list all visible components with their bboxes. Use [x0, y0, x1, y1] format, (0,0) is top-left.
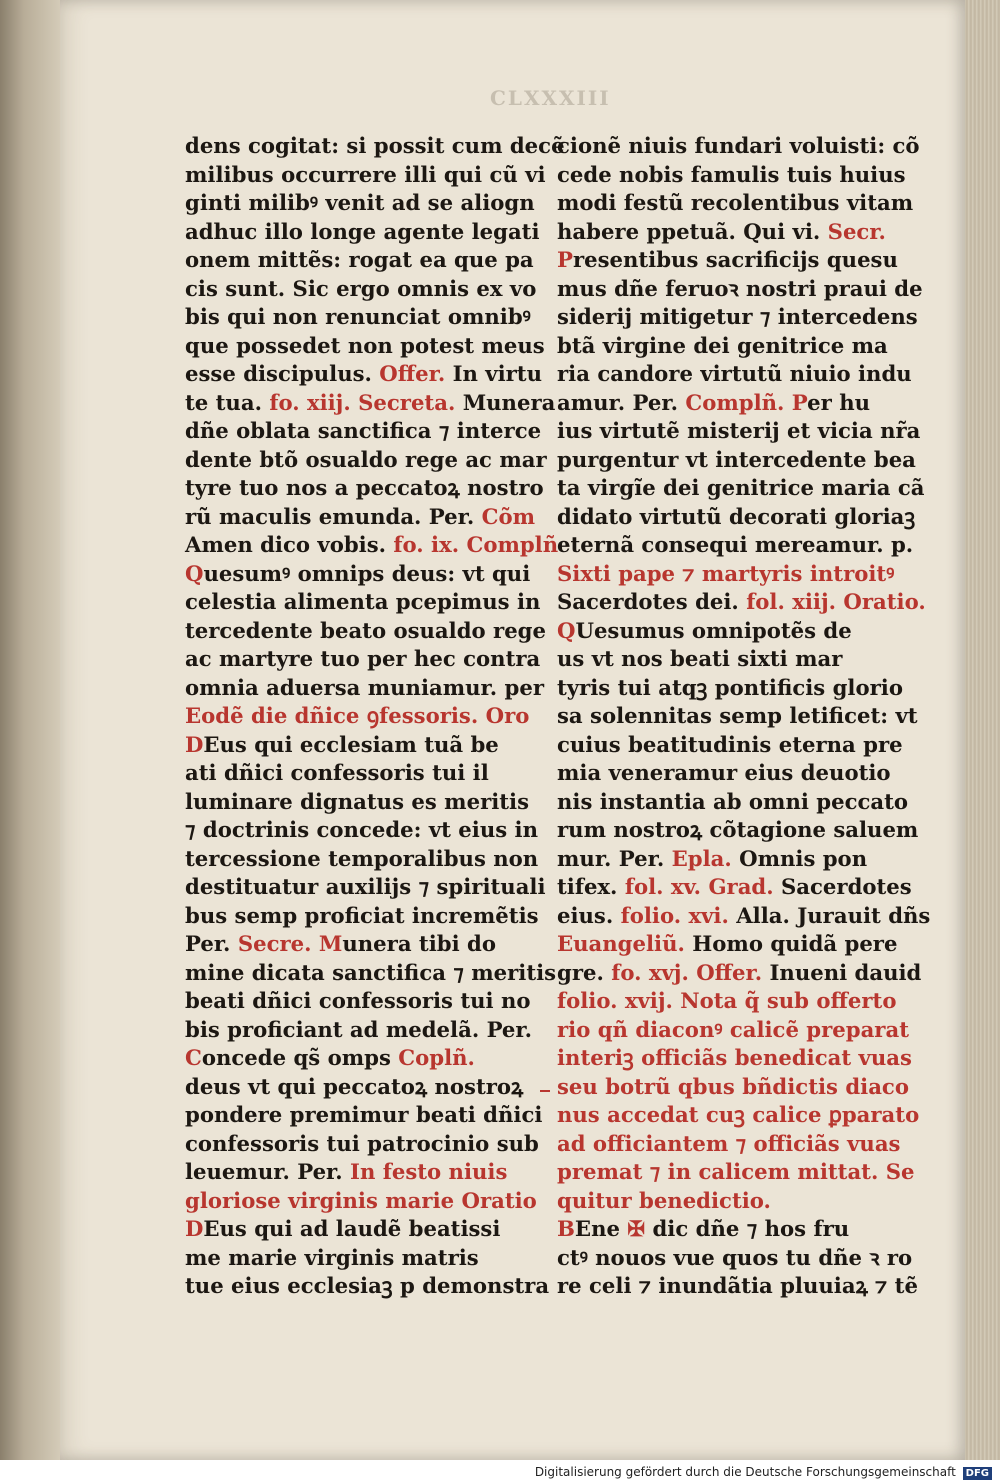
body-text: ginti milibꝰ venit ad se aliogn — [185, 190, 535, 215]
body-text: us vt nos beati sixti mar — [557, 646, 843, 671]
text-line — [557, 446, 916, 475]
body-text: Eus qui ecclesiam tuã be — [203, 731, 499, 757]
text-line — [185, 731, 540, 760]
text-line — [185, 360, 543, 389]
rubric-text: fo. xvj. Offer. — [611, 959, 763, 985]
rubric-text: Eodẽ die dñice ꝯfessoris. Oro — [185, 703, 530, 728]
text-line — [185, 531, 559, 560]
text-line — [557, 959, 922, 988]
body-text: bis proficiant ad medelã. Per. — [185, 1016, 533, 1042]
rubric-text: ✠ — [627, 1216, 646, 1241]
text-line — [557, 560, 912, 589]
body-text: ria candore virtutũ niuio indu — [557, 361, 912, 386]
body-text: bis qui non renunciat omnibꝰ — [185, 304, 531, 329]
text-line — [557, 417, 921, 446]
body-text: amur. Per. — [557, 389, 686, 415]
body-text: Inueni dauid — [762, 959, 922, 985]
text-line — [185, 246, 540, 275]
body-text: resentibus sacrificijs quesu — [572, 247, 898, 272]
text-line — [557, 503, 916, 532]
body-text: gre. — [557, 959, 612, 985]
text-line — [557, 360, 912, 389]
body-text: Homo quidã pere — [684, 931, 898, 956]
text-line — [185, 1272, 550, 1301]
text-line — [557, 189, 912, 218]
text-line — [557, 902, 931, 931]
text-line — [185, 218, 540, 247]
text-line — [557, 246, 912, 275]
text-line — [185, 873, 546, 902]
body-text: Omnis pon — [731, 845, 868, 871]
rubric-text: quitur benedictio. — [557, 1187, 771, 1213]
text-line — [185, 1044, 540, 1073]
rubric-text: Coplñ. — [398, 1045, 475, 1070]
text-line — [557, 873, 912, 902]
text-line — [185, 617, 546, 646]
text-line — [557, 674, 912, 703]
body-text: eternã consequi mereamur. p. — [557, 532, 914, 557]
text-line — [557, 1130, 912, 1159]
text-line — [185, 1130, 540, 1159]
body-text: deus vt qui peccatoꝝ nostroꝝ — [185, 1073, 524, 1099]
rubric-text: Q — [557, 617, 576, 643]
rubric-text: D — [185, 1216, 204, 1241]
body-text: purgentur vt intercedente bea — [557, 446, 916, 472]
body-text: siderij mitigetur ⁊ intercedens — [557, 304, 918, 329]
page-edge — [965, 0, 1000, 1460]
body-text: milibus occurrere illi qui cũ vi — [185, 161, 546, 187]
body-text: celestia alimenta pcepimus in — [185, 589, 541, 614]
text-line — [557, 1073, 912, 1102]
text-line — [185, 303, 540, 332]
body-text: Alla. Jurauit dñs — [728, 902, 931, 928]
body-text: modi festũ recolentibus vitam — [557, 190, 914, 215]
rubric-text: B — [557, 1216, 575, 1241]
body-text: me marie virginis matris — [185, 1244, 479, 1270]
body-text: unera tibi do — [342, 931, 496, 956]
text-line — [185, 417, 540, 446]
text-line — [185, 674, 544, 703]
body-text: er hu — [807, 389, 870, 415]
body-text: leuemur. Per. — [185, 1159, 351, 1184]
body-text: ati dñici confessoris tui il — [185, 760, 489, 785]
rubric-text: fo. ix. Complñ — [393, 532, 559, 557]
body-text: beati dñici confessoris tui no — [185, 988, 531, 1013]
body-text: cionẽ niuis fundari voluisti: cõ — [557, 133, 920, 158]
rubric-text: Offer. — [379, 361, 446, 386]
body-text: habere ppetuã. Qui vi. — [557, 218, 828, 244]
rubric-text: nus accedat cuꝫ calice ꝑparato — [557, 1102, 920, 1127]
rubric-text: M — [318, 931, 343, 956]
rubric-text: Complñ. — [685, 389, 785, 415]
body-text: dente btõ osualdo rege ac mar — [185, 446, 547, 472]
body-text: Per. — [185, 931, 238, 956]
body-text: te tua. — [185, 389, 270, 415]
text-line — [557, 702, 918, 731]
text-line — [557, 930, 912, 959]
text-line — [557, 218, 912, 247]
text-line — [185, 474, 544, 503]
body-text: cis sunt. Sic ergo omnis ex vo — [185, 275, 537, 301]
margin-mark — [540, 1090, 550, 1092]
scan-background-left — [0, 0, 60, 1460]
text-line — [185, 1101, 543, 1130]
body-text: Amen dico vobis. — [185, 532, 394, 557]
rubric-text: Euangeliũ. — [557, 931, 685, 956]
body-text: In virtu — [445, 361, 543, 386]
body-text: Munera — [455, 389, 556, 415]
text-line — [185, 1244, 540, 1273]
text-line — [557, 1016, 912, 1045]
body-text: mur. Per. — [557, 845, 672, 871]
body-text: Sacerdotes dei. — [557, 589, 747, 614]
body-text: sa solennitas semp letificet: vt — [557, 703, 918, 728]
rubric-text: seu botrũ qbus bñdictis diaco — [557, 1073, 909, 1099]
text-line — [185, 1016, 540, 1045]
body-text: mus dñe feruoꝛ nostri praui de — [557, 275, 923, 301]
text-line — [185, 332, 545, 361]
body-text: cede nobis famulis tuis huius — [557, 161, 906, 187]
rubric-text: premat ⁊ in calicem mittat. Se — [557, 1159, 915, 1184]
dfg-logo: DFG — [963, 1467, 992, 1480]
rubric-text: P — [791, 389, 808, 415]
body-text: onem mittẽs: rogat ea que pa — [185, 247, 534, 272]
body-text: ctꝰ nouos vue quos tu dñe ꝛ ro — [557, 1244, 913, 1270]
text-line — [185, 560, 540, 589]
rubric-text: gloriose virginis marie Oratio — [185, 1187, 537, 1213]
text-line — [557, 389, 912, 418]
text-line — [557, 1215, 912, 1244]
rubric-text: fol. xv. Grad. — [624, 874, 774, 899]
body-text: Sacerdotes — [773, 874, 912, 899]
text-line — [185, 788, 540, 817]
rubric-text: P — [557, 247, 573, 272]
rubric-text: Epla. — [671, 845, 732, 871]
text-line — [557, 1158, 915, 1187]
rubric-text: fol. xiij. Oratio. — [746, 589, 926, 614]
text-line — [185, 1073, 540, 1102]
text-line — [557, 474, 925, 503]
text-line — [185, 959, 557, 988]
text-line — [185, 645, 540, 674]
rubric-text: Secre. — [237, 931, 312, 956]
digitization-credit — [535, 1465, 992, 1480]
folio-number: CLXXXIII — [490, 86, 611, 110]
text-line — [557, 588, 926, 617]
body-text: tue eius ecclesiaꝫ p demonstra — [185, 1273, 550, 1298]
rubric-text: folio. xvi. — [620, 902, 729, 928]
text-line — [557, 332, 912, 361]
text-line — [557, 645, 912, 674]
body-text: adhuc illo longe agente legati — [185, 218, 540, 244]
body-text: ta virgĩe dei genitrice maria cã — [557, 475, 925, 500]
text-line — [185, 446, 547, 475]
text-line — [557, 845, 912, 874]
body-text: eius. — [557, 902, 621, 928]
text-line — [185, 588, 540, 617]
text-line — [557, 275, 923, 304]
text-line — [185, 1158, 540, 1187]
text-line — [185, 702, 540, 731]
body-text: esse discipulus. — [185, 361, 380, 386]
text-line — [557, 303, 918, 332]
credit-text: Digitalisierung gefördert durch die Deutsche Forschungsgemeinschaft — [534, 1465, 956, 1479]
body-text: Uesumus omnipotẽs de — [575, 617, 852, 643]
body-text: dens cogitat: si possit cum decẽ — [185, 133, 565, 158]
text-line — [185, 1187, 540, 1216]
rubric-text: fo. xiij. Secreta. — [269, 389, 456, 415]
text-line — [185, 1215, 540, 1244]
body-text: Eus qui ad laudẽ beatissi — [203, 1216, 501, 1241]
body-text: rum nostroꝝ cõtagione saluem — [557, 817, 919, 842]
body-text: btã virgine dei genitrice ma — [557, 332, 888, 358]
rubric-text: ad officiantem ⁊ officiãs vuas — [557, 1130, 901, 1156]
body-text: ius virtutẽ misterij et vicia nr̃a — [557, 418, 921, 443]
rubric-text: C — [185, 1045, 202, 1070]
text-line — [557, 1187, 912, 1216]
text-line — [185, 161, 546, 190]
text-line — [557, 816, 919, 845]
text-line — [557, 161, 912, 190]
text-line — [557, 617, 912, 646]
body-text: dñe oblata sanctifica ⁊ interce — [185, 418, 542, 443]
body-text: que possedet non potest meus — [185, 332, 545, 358]
text-line — [185, 987, 540, 1016]
text-line — [557, 1272, 918, 1301]
text-line — [185, 845, 540, 874]
body-text: re celi ⁊ inundãtia pluuiaꝝ ⁊ tẽ — [557, 1273, 918, 1298]
text-line — [185, 389, 556, 418]
rubric-text: Sixti pape ⁊ martyris introitꝰ — [557, 560, 895, 586]
text-line — [557, 1101, 920, 1130]
body-text: omnia aduersa muniamur. per — [185, 674, 544, 700]
rubric-text: folio. xvij. Nota q̃ sub offerto — [557, 988, 897, 1013]
body-text: ⁊ doctrinis concede: vt eius in — [185, 817, 538, 842]
text-line — [185, 503, 540, 532]
text-line — [185, 902, 540, 931]
body-text: bus semp proficiat incremẽtis — [185, 902, 539, 928]
body-text: didato virtutũ decorati gloriaꝫ — [557, 503, 916, 529]
rubric-text: In festo niuis — [350, 1159, 508, 1184]
body-text: mine dicata sanctifica ⁊ meritis — [185, 959, 557, 985]
body-text: tercedente beato osualdo rege — [185, 617, 546, 643]
text-line — [557, 132, 920, 161]
body-text: ac martyre tuo per hec contra — [185, 646, 541, 671]
text-line — [185, 759, 540, 788]
rubric-text: interiꝫ officiãs benedicat vuas — [557, 1045, 912, 1070]
text-line — [557, 1244, 912, 1273]
rubric-text: Secr. — [827, 218, 886, 244]
text-line — [557, 788, 912, 817]
body-text: cuius beatitudinis eterna pre — [557, 731, 903, 757]
body-text: confessoris tui patrocinio sub — [185, 1130, 539, 1156]
body-text: tyre tuo nos a peccatoꝝ nostro — [185, 475, 544, 500]
text-line — [185, 132, 565, 161]
body-text: rũ maculis emunda. Per. — [185, 503, 482, 529]
text-line — [557, 531, 912, 560]
text-line — [185, 275, 540, 304]
text-line — [557, 731, 912, 760]
body-text: uesumꝰ omnips deus: vt qui — [203, 560, 531, 586]
body-text — [312, 931, 319, 956]
left-column — [185, 132, 565, 1301]
body-text: luminare dignatus es meritis — [185, 788, 530, 814]
text-line — [557, 759, 912, 788]
body-text: oncede qs̃ omps — [201, 1045, 399, 1070]
body-text: tyris tui atqꝫ pontificis glorio — [557, 674, 903, 700]
body-text: pondere premimur beati dñici — [185, 1102, 543, 1127]
text-line — [185, 930, 540, 959]
text-line — [185, 189, 540, 218]
body-text: dic dñe ⁊ hos fru — [645, 1216, 850, 1241]
body-text: Ene — [574, 1216, 628, 1241]
text-line — [557, 1044, 912, 1073]
rubric-text: rio qñ diaconꝰ calicẽ preparat — [557, 1016, 909, 1042]
text-line — [185, 816, 540, 845]
body-text — [784, 390, 791, 415]
body-text: tifex. — [557, 874, 625, 899]
body-text: nis instantia ab omni peccato — [557, 788, 909, 814]
right-column — [557, 132, 931, 1301]
rubric-text: D — [185, 731, 204, 757]
rubric-text: Q — [185, 560, 204, 586]
body-text: mia veneramur eius deuotio — [557, 760, 891, 785]
text-line — [557, 987, 912, 1016]
body-text: tercessione temporalibus non — [185, 845, 539, 871]
body-text: destituatur auxilijs ⁊ spirituali — [185, 874, 546, 899]
rubric-text: Cõm — [481, 503, 536, 529]
